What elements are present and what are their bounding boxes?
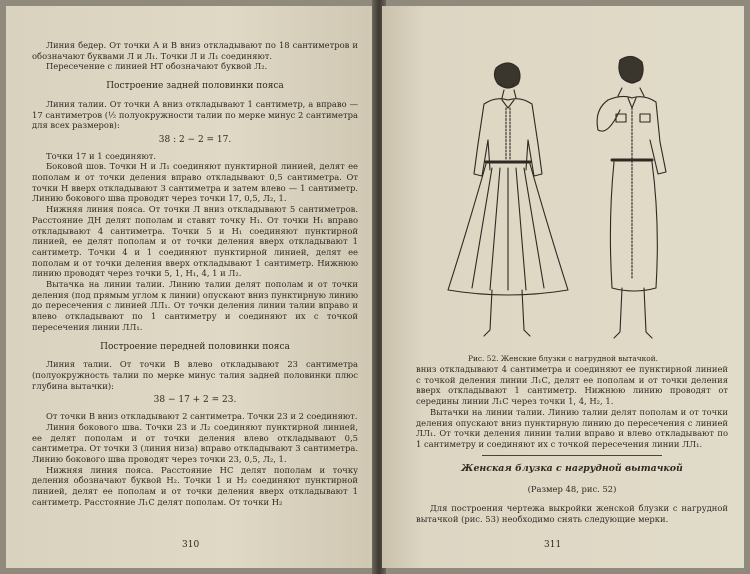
paragraph: Нижняя линия пояса. От точки Л вниз откладывают 5 сантиметров. Расстояние ДН делят пополам и ставят точку Н₁. От точки Н₁ вправо откладывают 4 сантиметра. Точки 5 и Н₁ соединяют пунктирной линией, ее делят пополам и от точки деления вверх откладывают 1 сантиметр. Точки 4 и 1 соединяют пунктирной линией, делят ее пополам и от точки деления вверх откладывают 1 сантиметр. Нижнюю линию проводят через точки 5, 1, Н₁, 4, 1 и Л₂. [32, 204, 358, 279]
paragraph: Вытачка на линии талии. Линию талии делят пополам и от точки деления (под прямым углом к линии) опускают вниз пунктирную линию до пересечения с линией ЛЛ₁. От точки деления линии талии вправо и влево откладывают по 1 сантиметру и соединяют их с точкой пересечения линии ЛЛ₁. [32, 279, 358, 332]
paragraph: От точки В вниз откладывают 2 сантиметра. Точки 23 и 2 соединяют. [46, 411, 358, 422]
blouse-illustration [426, 44, 716, 350]
paragraph: Пересечение с линией НТ обозначают буквой Л₂. [46, 61, 268, 72]
right-page [382, 6, 744, 568]
paragraph: Линия бедер. От точки А и В вниз откладывают по 18 сантиметров и обозначают буквами Л и Л₁. Точки Л и Л₁ соединяют. [32, 40, 358, 61]
section-heading: Построение передней половинки пояса [100, 341, 290, 352]
paragraph: Линия бокового шва. Точки 23 и Л₂ соединяют пунктирной линией, ее делят пополам и от точки деления влево откладывают 0,5 сантиметра. От точки 3 (линия низа) вправо откладывают 3 сантиметра. Линию бокового шва проводят через точки 23, 0,5, Л₂, 1. [32, 421, 358, 464]
paragraph: вниз откладывают 4 сантиметра и соединяют ее пунктирной линией с точкой деления линии Л₁С, делят ее пополам и от точки деления вверх откладывают 1 сантиметр. Нижнюю линию проводят от середины линии Л₁С через точки 1, 4, Н₂, 1. [416, 364, 728, 407]
section-heading: Построение задней половинки пояса [106, 81, 284, 92]
paragraph: Нижняя линия пояса. Расстояние НС делят пополам и точку деления обозначают буквой Н₂. Точки 1 и Н₂ соединяют пунктирной линией, делят ее пополам и от точки деления вверх откладывают 1 сантиметр. Расстояние Л₁С делят пополам. От точки Н₂ [32, 464, 358, 507]
paragraph: Боковой шов. Точки Н и Л₁ соединяют пунктирной линией, делят ее пополам и от точки деления вправо откладывают 0,5 сантиметра. От точки Н вверх откладывают 3 сантиметра и затем влево — 1 сантиметр. Линию бокового шва проводят через точки 17, 0,5, Л₂, 1. [32, 161, 358, 204]
section-title: Женская блузка с нагрудной вытачкой [461, 462, 683, 474]
paragraph: Вытачки на линии талии. Линию талии делят пополам и от точки деления опускают вниз пунктирную линию до пересечения с линией ЛЛ₁. От точки деления линии талии вправо и влево откладывают по 1 сантиметру и соединяют их с точкой пересечения линии ЛЛ₁. [416, 406, 728, 449]
formula: 38 − 17 + 2 = 23. [153, 395, 237, 406]
page-number: 311 [544, 540, 562, 550]
figure-caption: Рис. 52. Женские блузки с нагрудной вытачкой. [468, 354, 659, 363]
section-subtitle: (Размер 48, рис. 52) [527, 483, 617, 494]
page-number: 310 [182, 540, 200, 550]
formula: 38 : 2 − 2 = 17. [158, 134, 232, 145]
left-page [6, 6, 376, 568]
paragraph: Линия талии. От точки В влево откладывают 23 сантиметра (полуокружность талии по мерке минус талия задней половинки плюс глубина вытачки): [32, 359, 358, 391]
right-text-column [416, 364, 728, 524]
paragraph: Для построения чертежа выкройки женской блузки с нагрудной вытачкой (рис. 53) необходимо снять следующие мерки. [416, 502, 728, 524]
divider [482, 455, 662, 456]
left-text-column [32, 40, 358, 507]
paragraph: Точки 17 и 1 соединяют. [46, 150, 157, 161]
paragraph: Линия талии. От точки А вниз откладывают 1 сантиметр, а вправо — 17 сантиметров (½ полуокружности талии по мерке минус 2 сантиметра для всех размеров): [32, 98, 358, 131]
